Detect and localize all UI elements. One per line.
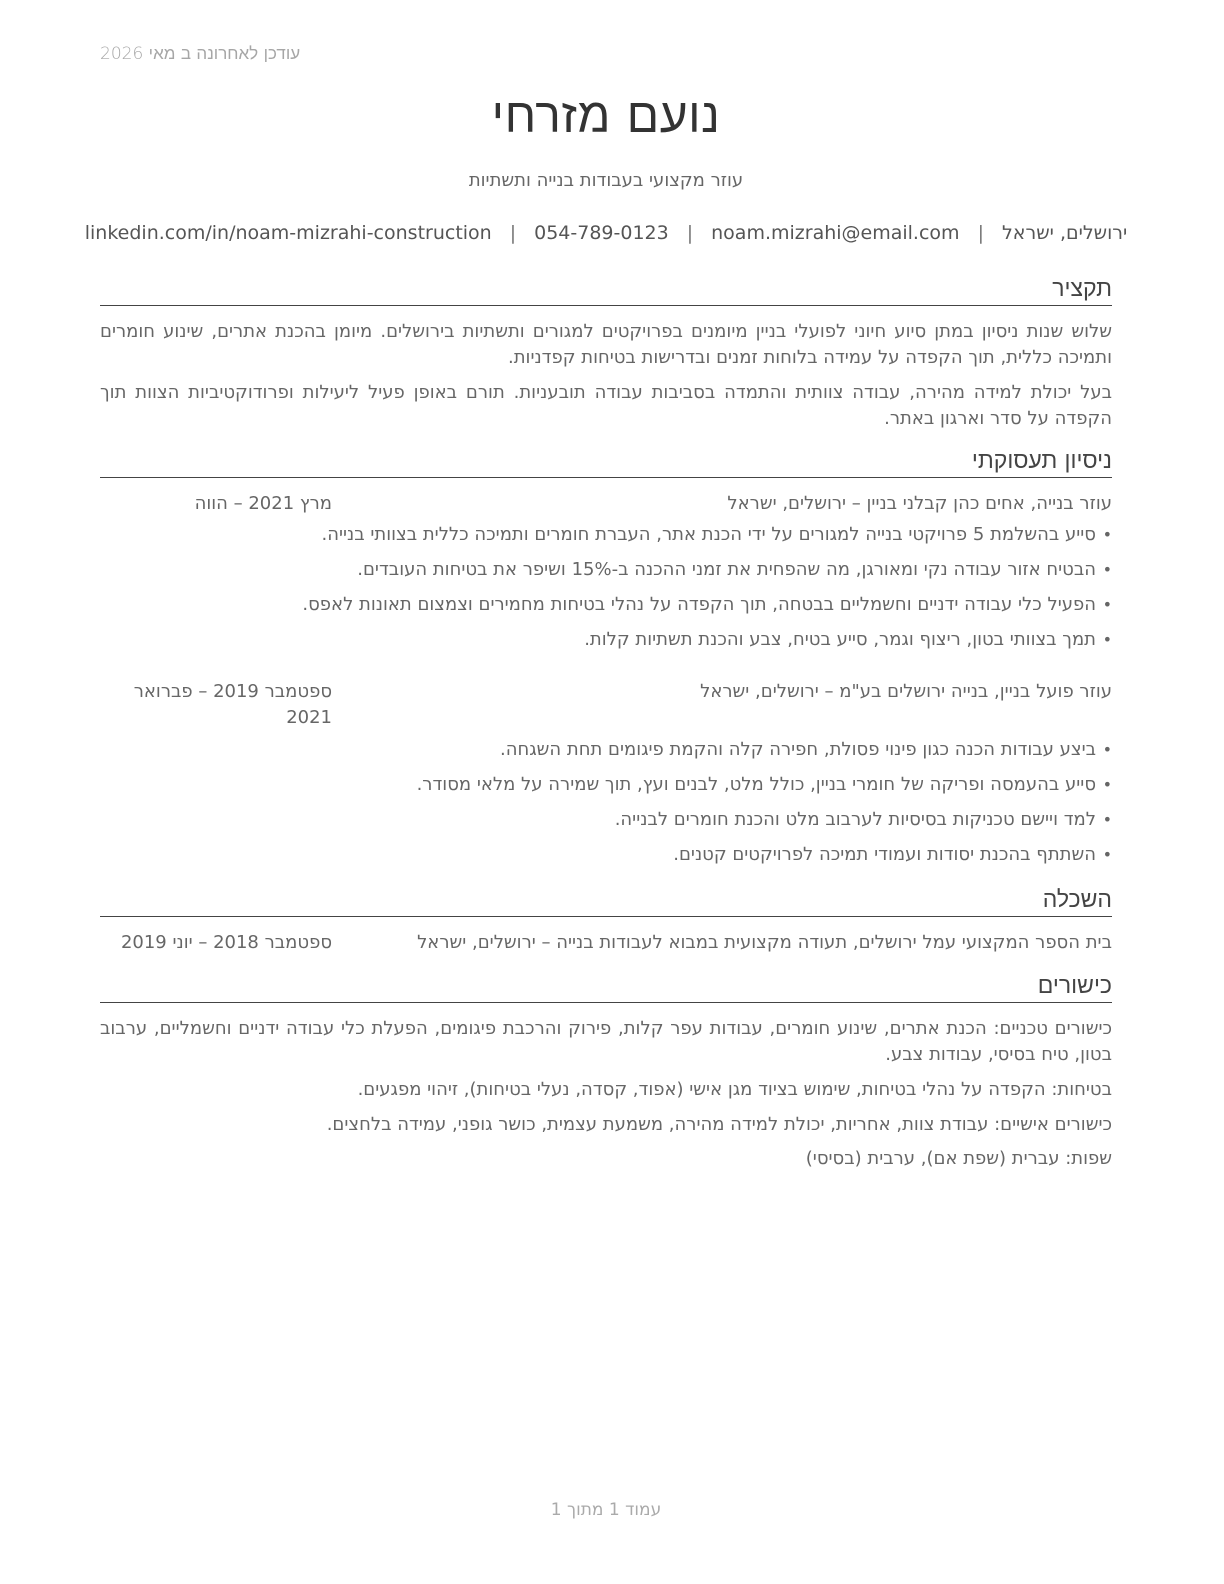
bullet-text: הפעיל כלי עבודה ידניים וחשמליים בבטחה, תוך הקפדה על נהלי בטיחות מחמירים וצמצום תאונות לאפס. [302, 594, 1096, 615]
bullet-text: השתתף בהכנת יסודות ועמודי תמיכה לפרויקטים קטנים. [673, 844, 1096, 865]
education-institution: בית הספר המקצועי עמל ירושלים, תעודה מקצועית במבוא לעבודות בנייה – ירושלים, ישראל [417, 932, 1112, 953]
resume-page [84, 0, 1128, 1584]
list-item: • תמך בצוותי בטון, ריצוף וגמר, סייע בטיח, צבע והכנת תשתיות קלות. [584, 629, 1112, 650]
job-bullets [100, 737, 1112, 877]
job-title: עוזר פועל בניין, בנייה ירושלים בע"מ – ירושלים, ישראל [700, 681, 1112, 702]
skills-technical: כישורים טכניים: הכנת אתרים, שינוע חומרים, עבודות עפר קלות, פירוק והרכבת פיגומים, הפעלת כלי עבודה ידניים וחשמליים, ערבוב בטון, טיח בסיסי, עבודות צבע. [100, 1018, 1112, 1065]
skills-safety: בטיחות: הקפדה על נהלי בטיחות, שימוש בציוד מגן אישי (אפוד, קסדה, נעלי בטיחות), זיהוי מפגעים. [357, 1079, 1112, 1100]
bullet-text: סייע בהשלמת 5 פרויקטי בנייה למגורים על ידי הכנת אתר, העברת חומרים ותמיכה כללית בצוותי בנייה. [321, 524, 1096, 545]
skills-personal: כישורים אישיים: עבודת צוות, אחריות, יכולת למידה מהירה, משמעת עצמית, כושר גופני, עמידה בלחצים. [326, 1114, 1112, 1135]
person-name: נועם מזרחי [491, 88, 721, 144]
contact-line [84, 222, 1128, 244]
bullet-text: סייע בהעמסה ופריקה של חומרי בניין, כולל מלט, לבנים ועץ, תוך שמירה על מלאי מסודר. [416, 774, 1096, 795]
job-bullets [100, 522, 1112, 662]
job-subtitle: עוזר מקצועי בעבודות בנייה ותשתיות [468, 170, 744, 191]
contact-phone[interactable]: 054-789-0123 [534, 222, 669, 244]
job-dates: מרץ 2021 – הווה [194, 493, 332, 514]
bullet-text: תמך בצוותי בטון, ריצוף וגמר, סייע בטיח, צבע והכנת תשתיות קלות. [584, 629, 1096, 650]
bullet-text: למד ויישם טכניקות בסיסיות לערבוב מלט והכנת חומרים לבנייה. [614, 809, 1096, 830]
section-title-experience: ניסיון תעסוקתי [100, 446, 1112, 478]
summary-paragraph: בעל יכולת למידה מהירה, עבודה צוותית והתמדה בסביבות עבודה תובעניות. תורם באופן פעיל ליעילות ופרודוקטיביות הצוות תוך הקפדה על סדר וארגון באתר. [100, 382, 1112, 429]
list-item: • הפעיל כלי עבודה ידניים וחשמליים בבטחה, תוך הקפדה על נהלי בטיחות מחמירים וצמצום תאונות לאפס. [302, 594, 1112, 615]
section-title-skills: כישורים [100, 971, 1112, 1003]
contact-separator: | [686, 222, 694, 244]
contact-separator: | [509, 222, 517, 244]
contact-email[interactable]: noam.mizrahi@email.com [711, 222, 960, 244]
page-number: עמוד 1 מתוך 1 [550, 1500, 662, 1520]
skills-languages: שפות: עברית (שפת אם), ערבית (בסיסי) [805, 1148, 1112, 1169]
list-item: • הבטיח אזור עבודה נקי ומאורגן, מה שהפחית את זמני ההכנה ב-15% ושיפר את בטיחות העובדים. [357, 559, 1112, 580]
bullet-text: הבטיח אזור עבודה נקי ומאורגן, מה שהפחית את זמני ההכנה ב-15% ושיפר את בטיחות העובדים. [357, 559, 1096, 580]
list-item: • השתתף בהכנת יסודות ועמודי תמיכה לפרויקטים קטנים. [673, 844, 1112, 865]
list-item: • ביצע עבודות הכנה כגון פינוי פסולת, חפירה קלה והקמת פיגומים תחת השגחה. [499, 739, 1112, 760]
job-title: עוזר בנייה, אחים כהן קבלני בניין – ירושלים, ישראל [727, 493, 1112, 514]
section-title-summary: תקציר [100, 274, 1112, 306]
education-dates: ספטמבר 2018 – יוני 2019 [120, 932, 332, 953]
contact-linkedin[interactable]: linkedin.com/in/noam-mizrahi-construction [84, 222, 492, 244]
last-updated: עודכן לאחרונה ב מאי 2026 [100, 44, 301, 64]
bullet-text: ביצע עבודות הכנה כגון פינוי פסולת, חפירה קלה והקמת פיגומים תחת השגחה. [499, 739, 1096, 760]
list-item: • סייע בהשלמת 5 פרויקטי בנייה למגורים על ידי הכנת אתר, העברת חומרים ותמיכה כללית בצוותי בנייה. [321, 524, 1112, 545]
contact-location: ירושלים, ישראל [1001, 222, 1128, 244]
summary-paragraph: שלוש שנות ניסיון במתן סיוע חיוני לפועלי בניין מיומנים בפרויקטים למגורים ותשתיות בירושלים. מיומן בהכנת אתרים, שינוע חומרים ותמיכה כללית, תוך הקפדה על עמידה בלוחות זמנים ובדרישות בטיחות קפדניות. [100, 321, 1112, 368]
list-item: • סייע בהעמסה ופריקה של חומרי בניין, כולל מלט, לבנים ועץ, תוך שמירה על מלאי מסודר. [416, 774, 1112, 795]
section-title-education: השכלה [100, 885, 1112, 917]
contact-separator: | [977, 222, 984, 244]
list-item: • למד ויישם טכניקות בסיסיות לערבוב מלט והכנת חומרים לבנייה. [614, 809, 1112, 830]
job-dates: ספטמבר 2019 – פברואר 2021 [133, 681, 332, 728]
